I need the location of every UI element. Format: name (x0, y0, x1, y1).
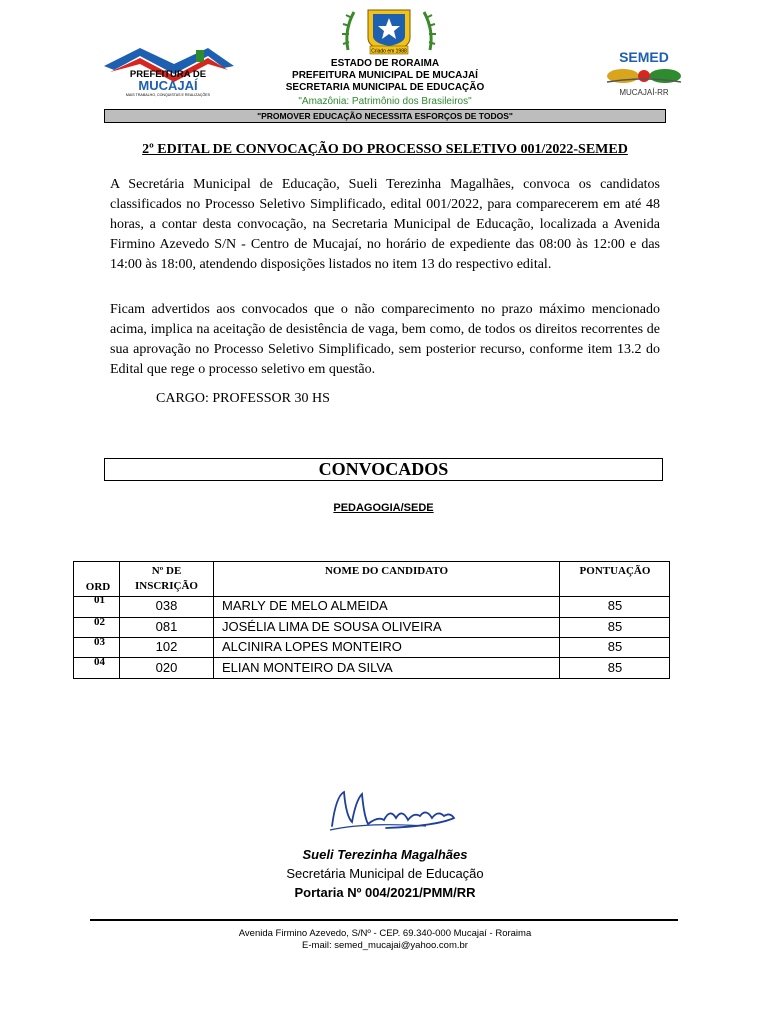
header-inscricao-line2: INSCRIÇÃO (135, 580, 198, 592)
semed-logo (587, 48, 701, 98)
handwritten-signature (326, 786, 460, 836)
header-nome: NOME DO CANDIDATO (324, 565, 449, 577)
row-1-nome: MARLY DE MELO ALMEIDA (222, 598, 388, 613)
row-1-inscricao: 038 (155, 598, 178, 613)
left-logo-tagline: MAIS TRABALHO, CONQUISTAS E REALIZAÇÕES (125, 93, 211, 97)
row-4-nome: ELIAN MONTEIRO DA SILVA (222, 660, 393, 675)
signatory-name: Sueli Terezinha Magalhães (302, 847, 468, 862)
header-prefeitura: PREFEITURA MUNICIPAL DE MUCAJAÍ (292, 70, 478, 81)
row-4-inscricao: 020 (155, 660, 178, 675)
row-4-pontuacao: 85 (607, 660, 623, 675)
signatory-role: Secretária Municipal de Educação (286, 866, 484, 881)
convocados-heading: CONVOCADOS (104, 458, 663, 481)
state-crest-icon (340, 4, 438, 56)
row-3-pontuacao: 85 (607, 639, 623, 654)
header-pontuacao: PONTUAÇÃO (579, 565, 651, 577)
paragraph-convocation: A Secretária Municipal de Educação, Sueli Terezinha Magalhães, convoca os candidatos classificados no Processo Seletivo Simplificado, edital 001/2022, para comparecerem em até 48 horas, a contar desta convocação, na Secretaria Municipal de Educação, localizada a Avenida Firmino Azevedo S/N - Centro de Mucajaí, no horário de expediente das 08:00 às 12:00 e das 14:00 às 18:00, atendendo disposições listados no item 13 do respectivo edital. (110, 177, 660, 272)
left-logo-line2: MUCAJAÍ (138, 78, 198, 93)
row-1-pontuacao: 85 (607, 598, 623, 613)
signatory-portaria: Portaria Nº 004/2021/PMM/RR (294, 885, 476, 900)
semed-logo-bottom: MUCAJAÍ-RR (619, 88, 669, 97)
row-2-inscricao: 081 (155, 619, 178, 634)
semed-logo-top: SEMED (619, 49, 669, 65)
header-banner: "PROMOVER EDUCAÇÃO NECESSITA ESFORÇOS DE TODOS" (104, 109, 666, 123)
pedagogia-subheading: PEDAGOGIA/SEDE (333, 502, 434, 514)
document-title: 2º EDITAL DE CONVOCAÇÃO DO PROCESSO SELETIVO 001/2022-SEMED (142, 142, 628, 157)
header-state: ESTADO DE RORAIMA (330, 58, 440, 69)
row-3-inscricao: 102 (155, 639, 178, 654)
row-1-ord: 01 (94, 594, 105, 606)
row-4-ord: 04 (94, 656, 105, 668)
header-secretaria: SECRETARIA MUNICIPAL DE EDUCAÇÃO (285, 82, 485, 93)
row-2-nome: JOSÉLIA LIMA DE SOUSA OLIVEIRA (222, 619, 442, 634)
footer-divider (90, 919, 678, 921)
row-2-ord: 02 (94, 616, 105, 628)
header-inscricao-line1: Nº DE (151, 565, 182, 577)
footer-email: E-mail: semed_mucajai@yahoo.com.br (302, 940, 468, 951)
cargo-line: CARGO: PROFESSOR 30 HS (156, 391, 330, 406)
row-3-ord: 03 (94, 636, 105, 648)
row-3-nome: ALCINIRA LOPES MONTEIRO (222, 639, 402, 654)
header-ord: ORD (85, 581, 111, 593)
header-motto: "Amazônia: Patrimônio dos Brasileiros" (298, 96, 472, 107)
header-lines (230, 58, 540, 94)
row-2-pontuacao: 85 (607, 619, 623, 634)
prefeitura-mucajai-logo (100, 46, 236, 98)
footer-address: Avenida Firmino Azevedo, S/Nº - CEP. 69.340-000 Mucajaí - Roraima (238, 928, 532, 939)
crest-motto: Criado em 1988 (371, 48, 407, 55)
left-logo-line1: PREFEITURA DE (129, 69, 207, 80)
candidates-table (73, 561, 670, 679)
paragraph-warning: Ficam advertidos aos convocados que o não comparecimento no prazo máximo mencionado acima, implica na aceitação de desistência de vaga, bem como, de todos os direitos recorrentes de sua aprovação no Processo Seletivo Simplificado, sem posterior recurso, conforme item 13.2 do Edital que rege o processo seletivo em questão. (110, 302, 660, 377)
